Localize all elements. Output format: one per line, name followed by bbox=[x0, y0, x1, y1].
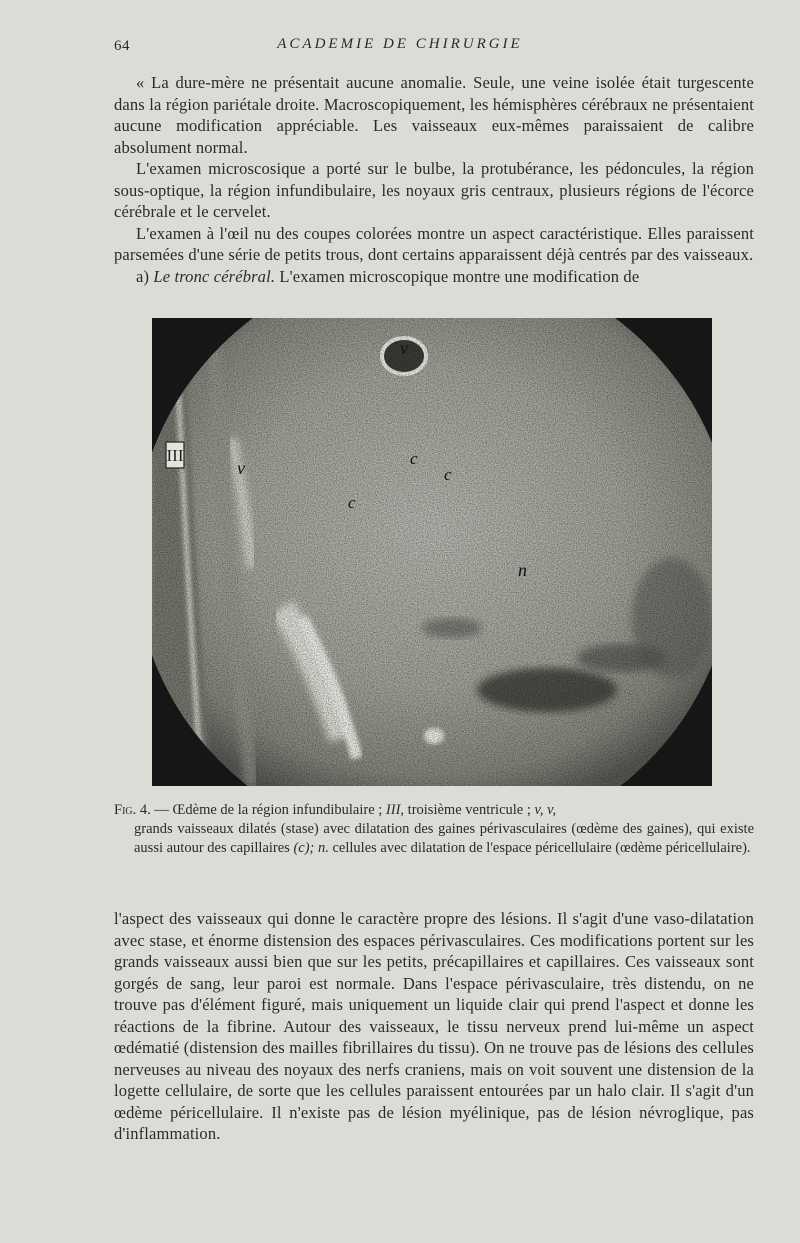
micrograph-image bbox=[152, 318, 712, 786]
page-number: 64 bbox=[114, 38, 130, 54]
label-vessel-top: v bbox=[400, 338, 408, 358]
paragraph-1: « La dure-mère ne présentait aucune anomalie. Seule, une veine isolée était turgescente dans la région pariétale droite. Macroscopiquement, les hémisphères cérébraux ne présentaient aucune modification appréciable. Les vaisseaux eux-mêmes paraissaient de calibre absolument normal. bbox=[114, 73, 754, 157]
paragraph-2: L'examen microscosique a porté sur le bulbe, la protubérance, les pédoncules, la région sous-optique, la région infundibulaire, les noyaux gris centraux, plusieurs régions de l'écorce cérébrale et le cervelet. bbox=[114, 159, 754, 221]
section-title: Le tronc cérébral. bbox=[153, 266, 276, 286]
paragraph-4-text: L'examen microscopique montre une modification de bbox=[279, 266, 640, 286]
label-ventricle: III bbox=[166, 446, 184, 465]
paragraph-4 bbox=[114, 266, 754, 288]
top-text-block bbox=[114, 72, 754, 287]
label-cells: n bbox=[518, 560, 527, 580]
section-marker: a) bbox=[136, 266, 150, 286]
bottom-text-block bbox=[114, 908, 754, 1145]
paragraph-3: L'examen à l'œil nu des coupes colorées montre un aspect caractéristique. Elles paraissent parsemées d'une série de petits trous, dont certains apparaissent déjà centrés par des vaisseaux. bbox=[114, 223, 754, 264]
figure-caption: Fig. 4. — Œdème de la région infundibulaire ; III, troisième ventricule ; v, v, grands vaisseaux dilatés (stase) avec dilatation des gaines périvasculaires (œdème des gaines), qui existe aussi autour des capillaires (c); n. cellules avec dilatation de l'espace péricellulaire (œdème péricellulaire). bbox=[114, 802, 754, 856]
label-vessel-left: v bbox=[237, 458, 245, 478]
micrograph-figure bbox=[152, 318, 712, 786]
label-capillary-2: c bbox=[444, 465, 452, 484]
label-capillary-1: c bbox=[410, 449, 418, 468]
running-title: ACADEMIE DE CHIRURGIE bbox=[277, 36, 523, 52]
paragraph-5: l'aspect des vaisseaux qui donne le caractère propre des lésions. Il s'agit d'une vaso-dilatation avec stase, et énorme distension des espaces périvasculaires. Ces modifications portent sur les grands vaisseaux aussi bien que sur les petits, précapillaires et capillaires. Ces vaisseaux sont gorgés de sang, leur paroi est normale. Dans l'espace périvasculaire, très distendu, on ne trouve pas d'élément figuré, mais uniquement un liquide clair qui prend l'aspect et donne les réactions de la fibrine. Autour des vaisseaux, le tissu nerveux prend lui-même un aspect œdématié (distension des mailles fibrillaires du tissu). On ne trouve pas de lésions des cellules nerveuses au niveau des noyaux des nerfs craniens, mais on voit souvent une distension de la logette cellulaire, de sorte que les cellules paraissent entourées par un halo clair. Il s'agit d'un œdème péricellulaire. Il n'existe pas de lésion myélinique, pas de lésion névroglique, pas d'inflammation. bbox=[114, 909, 754, 1143]
label-capillary-3: c bbox=[348, 493, 356, 512]
figure-label: Fig. 4. bbox=[114, 802, 151, 818]
